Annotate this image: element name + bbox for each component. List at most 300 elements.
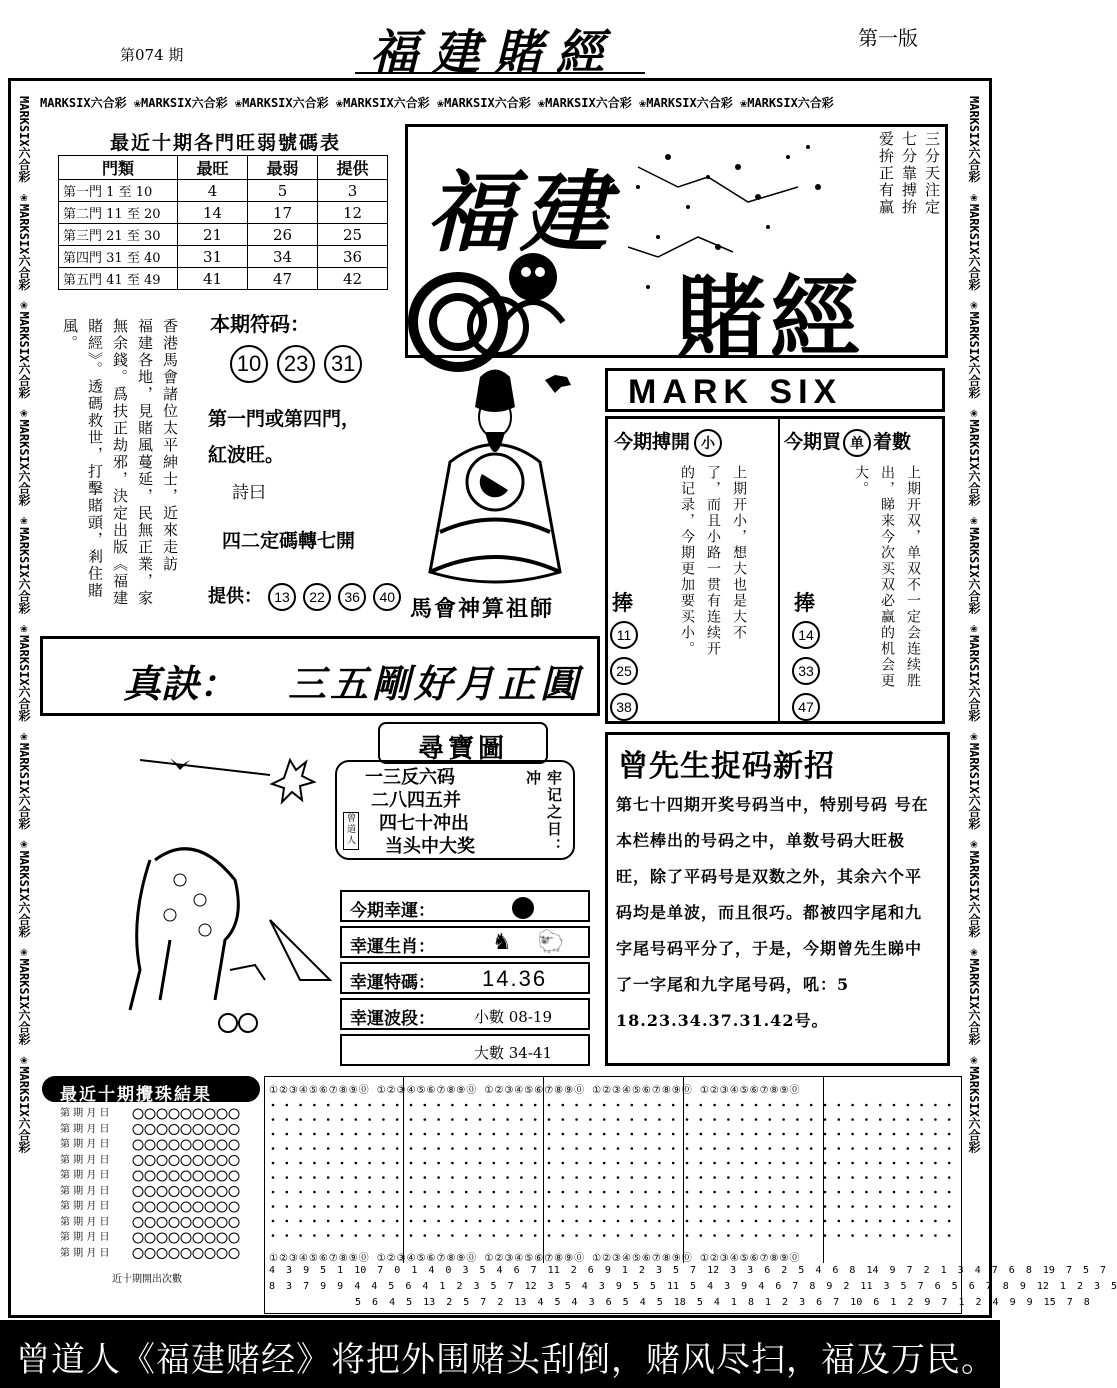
grid-dot bbox=[479, 1220, 482, 1223]
grid-dot bbox=[644, 1118, 647, 1121]
grid-dot bbox=[644, 1205, 647, 1208]
grid-dot bbox=[562, 1191, 565, 1194]
door-range: 31 至 40 bbox=[106, 251, 161, 266]
table-row bbox=[59, 246, 388, 268]
grid-dot bbox=[838, 1162, 841, 1165]
grid-dot bbox=[851, 1176, 854, 1179]
top-strip: MARKSIX六合彩 ❀MARKSIX六合彩 ❀MARKSIX六合彩 ❀MARKSIX六合彩 ❀MARKSIX六合彩 ❀MARKSIX六合彩 ❀MARKSIX六合彩 ❀MARKSIX六合彩 bbox=[40, 96, 834, 110]
table-row bbox=[59, 224, 388, 246]
fortune-number: 31 bbox=[324, 345, 362, 383]
grid-dot bbox=[437, 1176, 440, 1179]
grid-dot bbox=[437, 1147, 440, 1150]
results-footer: 近十期開出次數 bbox=[112, 1274, 182, 1285]
grid-dot bbox=[741, 1205, 744, 1208]
hot-value: 31 bbox=[178, 246, 248, 268]
grid-dot bbox=[313, 1205, 316, 1208]
grid-dot bbox=[782, 1220, 785, 1223]
grid-dot bbox=[341, 1191, 344, 1194]
table-row bbox=[59, 202, 388, 224]
grid-dot bbox=[534, 1220, 537, 1223]
grid-dot bbox=[286, 1133, 289, 1136]
grid-dot bbox=[658, 1118, 661, 1121]
table-row bbox=[59, 268, 388, 290]
grid-dot bbox=[686, 1133, 689, 1136]
offer-number: 22 bbox=[303, 583, 331, 611]
grid-dot bbox=[465, 1191, 468, 1194]
grid-dot bbox=[520, 1104, 523, 1107]
lucky-label: 幸運特碼： bbox=[350, 973, 435, 993]
grid-dot bbox=[920, 1104, 923, 1107]
grid-dot bbox=[382, 1162, 385, 1165]
grid-dot bbox=[603, 1205, 606, 1208]
grid-dot bbox=[700, 1133, 703, 1136]
grid-dot bbox=[589, 1234, 592, 1237]
fortune-numbers bbox=[230, 345, 366, 383]
grid-dot bbox=[286, 1220, 289, 1223]
grid-dot bbox=[603, 1162, 606, 1165]
marksix-title-box bbox=[605, 368, 945, 412]
pick-number: 11 bbox=[610, 621, 638, 649]
grid-dot bbox=[782, 1205, 785, 1208]
grid-dot bbox=[382, 1104, 385, 1107]
lucky-value: 14.36 bbox=[482, 966, 548, 991]
grid-dot bbox=[327, 1162, 330, 1165]
banner-couplet bbox=[876, 131, 943, 216]
grid-dot bbox=[713, 1234, 716, 1237]
draw-row-label: 第 期 月 日 bbox=[60, 1154, 110, 1166]
pick-number: 25 bbox=[610, 657, 638, 685]
grid-dot bbox=[313, 1191, 316, 1194]
grid-dot bbox=[437, 1191, 440, 1194]
grid-dot bbox=[769, 1234, 772, 1237]
intro-column: 風。 bbox=[61, 318, 79, 352]
grid-dot bbox=[562, 1220, 565, 1223]
grid-dot bbox=[603, 1220, 606, 1223]
grid-dot bbox=[313, 1147, 316, 1150]
lucky-row bbox=[340, 962, 590, 994]
grid-dot bbox=[700, 1162, 703, 1165]
grid-dot bbox=[451, 1133, 454, 1136]
grid-dot bbox=[617, 1205, 620, 1208]
masthead-rule bbox=[355, 72, 645, 74]
offer-number: 13 bbox=[268, 583, 296, 611]
grid-dot bbox=[727, 1118, 730, 1121]
grid-dot bbox=[313, 1234, 316, 1237]
grid-dot bbox=[617, 1176, 620, 1179]
grid-dot bbox=[769, 1191, 772, 1194]
grid-dot bbox=[396, 1118, 399, 1121]
grid-dot bbox=[893, 1162, 896, 1165]
grid-dot bbox=[865, 1133, 868, 1136]
draw-row-label: 第 期 月 日 bbox=[60, 1170, 110, 1181]
grid-dot bbox=[355, 1133, 358, 1136]
grid-dot bbox=[741, 1133, 744, 1136]
grid-dot bbox=[341, 1234, 344, 1237]
grid-dot bbox=[755, 1104, 758, 1107]
results-panel bbox=[264, 1076, 1117, 1314]
deer-illustration bbox=[110, 740, 335, 1030]
grid-dot bbox=[851, 1133, 854, 1136]
grid-dot bbox=[851, 1104, 854, 1107]
grid-dot bbox=[355, 1205, 358, 1208]
hot-table-header bbox=[59, 156, 388, 180]
intro-column: 香港馬會諸位太平紳士，近來走訪 bbox=[161, 318, 179, 573]
grid-dot bbox=[644, 1191, 647, 1194]
grid-dot bbox=[865, 1205, 868, 1208]
grid-dot bbox=[313, 1162, 316, 1165]
grid-dot bbox=[589, 1133, 592, 1136]
grid-dot bbox=[782, 1118, 785, 1121]
grid-dot bbox=[713, 1104, 716, 1107]
grid-dot bbox=[644, 1162, 647, 1165]
pick-number: 47 bbox=[792, 693, 820, 721]
grid-dot bbox=[286, 1191, 289, 1194]
grid-dot bbox=[672, 1147, 675, 1150]
grid-dot bbox=[851, 1205, 854, 1208]
grid-dot bbox=[286, 1104, 289, 1107]
treasure-side-text: 牢记之日：冲 bbox=[524, 770, 563, 855]
grid-dot bbox=[672, 1220, 675, 1223]
grid-dot bbox=[948, 1162, 951, 1165]
grid-dot bbox=[355, 1191, 358, 1194]
treasure-line: 一三反六码 bbox=[365, 767, 455, 788]
door-range: 11 至 20 bbox=[106, 207, 161, 222]
grid-dot bbox=[272, 1220, 275, 1223]
grid-dot bbox=[327, 1176, 330, 1179]
grid-dot bbox=[562, 1176, 565, 1179]
draw-row-label: 第 期 月 日 bbox=[60, 1201, 110, 1212]
door-label: 第一門 bbox=[63, 185, 103, 200]
treasure-line: 当头中大奖 bbox=[385, 836, 475, 857]
truth-label: 真訣： bbox=[123, 661, 238, 706]
grid-dot bbox=[713, 1162, 716, 1165]
grid-dot bbox=[713, 1118, 716, 1121]
grid-dot bbox=[313, 1104, 316, 1107]
pick-number: 38 bbox=[610, 693, 638, 721]
grid-dot bbox=[920, 1118, 923, 1121]
grid-dot bbox=[713, 1220, 716, 1223]
grid-dot bbox=[355, 1220, 358, 1223]
right-pick-mark: 单 bbox=[843, 429, 871, 457]
grid-dot bbox=[810, 1205, 813, 1208]
grid-dot bbox=[479, 1118, 482, 1121]
grid-dot bbox=[686, 1176, 689, 1179]
right-picks bbox=[792, 621, 822, 721]
pick-number: 33 bbox=[792, 657, 820, 685]
grid-dot bbox=[631, 1205, 634, 1208]
grid-dot bbox=[520, 1234, 523, 1237]
grid-dot bbox=[465, 1133, 468, 1136]
grid-dot bbox=[272, 1133, 275, 1136]
grid-dot bbox=[603, 1133, 606, 1136]
grid-dot bbox=[920, 1220, 923, 1223]
grid-dot bbox=[396, 1162, 399, 1165]
grid-dot bbox=[603, 1118, 606, 1121]
grid-dot bbox=[479, 1147, 482, 1150]
grid-dot bbox=[810, 1234, 813, 1237]
treasure-scroll bbox=[335, 760, 575, 860]
grid-dot bbox=[838, 1234, 841, 1237]
grid-dot bbox=[451, 1176, 454, 1179]
grid-dot bbox=[672, 1191, 675, 1194]
grid-dot bbox=[382, 1234, 385, 1237]
grid-dot bbox=[437, 1118, 440, 1121]
col-door: 門類 bbox=[59, 156, 178, 180]
grid-dot bbox=[838, 1176, 841, 1179]
fortune-line-2: 紅波旺。 bbox=[208, 444, 285, 466]
grid-dot bbox=[934, 1205, 937, 1208]
grid-dot bbox=[299, 1191, 302, 1194]
left-pick-title bbox=[614, 427, 724, 457]
grid-dot bbox=[313, 1220, 316, 1223]
grid-dot bbox=[741, 1104, 744, 1107]
grid-dot bbox=[782, 1191, 785, 1194]
grid-dot bbox=[286, 1162, 289, 1165]
grid-dot bbox=[327, 1234, 330, 1237]
grid-dot bbox=[920, 1176, 923, 1179]
grid-dot bbox=[506, 1205, 509, 1208]
grid-dot bbox=[327, 1104, 330, 1107]
grid-dot bbox=[299, 1162, 302, 1165]
grid-dot bbox=[603, 1147, 606, 1150]
grid-dot bbox=[893, 1205, 896, 1208]
grid-dot bbox=[548, 1234, 551, 1237]
grid-dot bbox=[520, 1176, 523, 1179]
grid-dot bbox=[879, 1191, 882, 1194]
grid-dot bbox=[465, 1176, 468, 1179]
grid-dot bbox=[575, 1205, 578, 1208]
grid-dot bbox=[493, 1104, 496, 1107]
grid-dot bbox=[796, 1234, 799, 1237]
left-pick-label-2: 捧 bbox=[612, 590, 633, 615]
grid-dot bbox=[355, 1234, 358, 1237]
grid-dot bbox=[341, 1133, 344, 1136]
grid-dot bbox=[920, 1147, 923, 1150]
grid-dot bbox=[824, 1147, 827, 1150]
grid-dot bbox=[741, 1162, 744, 1165]
page-number: 第一版 bbox=[858, 26, 918, 50]
grid-dot bbox=[686, 1191, 689, 1194]
grid-dot bbox=[327, 1133, 330, 1136]
grid-dot bbox=[879, 1133, 882, 1136]
couplet-line: 爱拚正有赢 bbox=[877, 131, 895, 216]
grid-dot bbox=[327, 1205, 330, 1208]
lucky-row bbox=[340, 1034, 590, 1066]
hot-table-title: 最近十期各門旺弱號碼表 bbox=[110, 132, 342, 154]
grid-dot bbox=[700, 1176, 703, 1179]
grid-dot bbox=[589, 1220, 592, 1223]
grid-dot bbox=[769, 1133, 772, 1136]
grid-dot bbox=[575, 1104, 578, 1107]
grid-dot bbox=[493, 1147, 496, 1150]
grid-dot bbox=[493, 1220, 496, 1223]
grid-dot bbox=[575, 1118, 578, 1121]
grid-dot bbox=[700, 1205, 703, 1208]
grid-dot bbox=[396, 1191, 399, 1194]
grid-dot bbox=[479, 1104, 482, 1107]
grid-dot bbox=[824, 1118, 827, 1121]
grid-dot bbox=[865, 1234, 868, 1237]
grid-dot bbox=[506, 1104, 509, 1107]
grid-dot bbox=[341, 1104, 344, 1107]
grid-dot bbox=[907, 1205, 910, 1208]
door-label: 第二門 bbox=[63, 207, 103, 222]
right-pick-label: 今期買 bbox=[784, 431, 842, 453]
grid-dot bbox=[299, 1147, 302, 1150]
grid-dot bbox=[644, 1104, 647, 1107]
grid-dot bbox=[658, 1191, 661, 1194]
banner-title-2: 賭經 bbox=[676, 265, 864, 371]
grid-dot bbox=[562, 1205, 565, 1208]
grid-dot bbox=[396, 1147, 399, 1150]
marksix-divider bbox=[778, 419, 780, 721]
grid-dot bbox=[396, 1176, 399, 1179]
right-pick-text: 上期开双，单双不一定会连续胜出，睇来今次买双必赢的机会更大。 bbox=[853, 465, 921, 689]
grid-dot bbox=[396, 1234, 399, 1237]
grid-dot bbox=[589, 1162, 592, 1165]
grid-dot bbox=[410, 1234, 413, 1237]
grid-dot bbox=[368, 1133, 371, 1136]
left-pick-label: 今期搏開 bbox=[614, 431, 691, 453]
grid-dot bbox=[396, 1104, 399, 1107]
grid-dot bbox=[410, 1191, 413, 1194]
grid-dot bbox=[479, 1133, 482, 1136]
grid-dot bbox=[824, 1133, 827, 1136]
grid-dot bbox=[865, 1118, 868, 1121]
grid-dot bbox=[920, 1133, 923, 1136]
grid-dot bbox=[879, 1176, 882, 1179]
grid-dot bbox=[506, 1176, 509, 1179]
grid-dot bbox=[451, 1104, 454, 1107]
grid-dot bbox=[727, 1176, 730, 1179]
grid-dot bbox=[769, 1205, 772, 1208]
grid-dot bbox=[769, 1176, 772, 1179]
offer-numbers bbox=[268, 583, 403, 611]
grid-dot bbox=[548, 1205, 551, 1208]
weak-value: 26 bbox=[248, 224, 318, 246]
grid-dot bbox=[879, 1104, 882, 1107]
grid-dot bbox=[368, 1104, 371, 1107]
grid-dot bbox=[796, 1104, 799, 1107]
grid-dot bbox=[479, 1205, 482, 1208]
grid-dot bbox=[934, 1191, 937, 1194]
grid-dot bbox=[396, 1220, 399, 1223]
grid-dot bbox=[934, 1104, 937, 1107]
grid-dot bbox=[851, 1118, 854, 1121]
grid-dot bbox=[824, 1176, 827, 1179]
grid-dot bbox=[548, 1133, 551, 1136]
grid-dot bbox=[617, 1220, 620, 1223]
grid-dot bbox=[755, 1191, 758, 1194]
draw-row-label: 第 期 月 日 bbox=[60, 1185, 110, 1197]
grid-dot bbox=[672, 1176, 675, 1179]
grid-dot bbox=[658, 1205, 661, 1208]
treasure-lines bbox=[365, 766, 475, 858]
grid-dot bbox=[465, 1118, 468, 1121]
grid-dot bbox=[865, 1104, 868, 1107]
grid-dot bbox=[272, 1162, 275, 1165]
grid-dot bbox=[286, 1147, 289, 1150]
intro-column: 賭經》。透碼救世，打擊賭頭，剎住賭 bbox=[86, 318, 104, 600]
grid-dot bbox=[934, 1234, 937, 1237]
grid-dot bbox=[755, 1205, 758, 1208]
grid-dot bbox=[907, 1176, 910, 1179]
draw-row-label: 第 期 月 日 bbox=[60, 1139, 110, 1150]
grid-dot bbox=[907, 1220, 910, 1223]
grid-dot bbox=[893, 1133, 896, 1136]
weak-value: 5 bbox=[248, 180, 318, 202]
horse-icon: ♞ bbox=[492, 930, 512, 955]
grid-dot bbox=[755, 1220, 758, 1223]
grid-dot bbox=[479, 1234, 482, 1237]
grid-dot bbox=[686, 1220, 689, 1223]
offer-value: 12 bbox=[318, 202, 388, 224]
grid-dot bbox=[700, 1147, 703, 1150]
grid-dot bbox=[562, 1147, 565, 1150]
banner-box bbox=[405, 124, 948, 371]
grid-dot bbox=[644, 1234, 647, 1237]
grid-dot bbox=[534, 1118, 537, 1121]
grid-dot bbox=[327, 1118, 330, 1121]
grid-dot bbox=[727, 1191, 730, 1194]
grid-dot bbox=[838, 1220, 841, 1223]
grid-dot bbox=[493, 1205, 496, 1208]
grid-dot bbox=[672, 1205, 675, 1208]
grid-dot bbox=[934, 1133, 937, 1136]
grid-dot bbox=[796, 1133, 799, 1136]
grid-dot bbox=[575, 1176, 578, 1179]
grid-dot bbox=[520, 1147, 523, 1150]
grid-dot bbox=[575, 1220, 578, 1223]
grid-dot bbox=[755, 1234, 758, 1237]
couplet-line: 七分靠搏拚 bbox=[900, 131, 918, 216]
grid-dot bbox=[368, 1205, 371, 1208]
grid-dot bbox=[341, 1147, 344, 1150]
grid-dot bbox=[810, 1220, 813, 1223]
grid-dot bbox=[548, 1118, 551, 1121]
grid-dot bbox=[948, 1191, 951, 1194]
grid-dot bbox=[299, 1176, 302, 1179]
grid-dot bbox=[520, 1191, 523, 1194]
grid-dot bbox=[589, 1147, 592, 1150]
lucky-table bbox=[340, 890, 590, 1066]
grid-dot bbox=[299, 1205, 302, 1208]
grid-dot bbox=[341, 1118, 344, 1121]
grid-dot bbox=[727, 1205, 730, 1208]
grid-dot bbox=[838, 1133, 841, 1136]
grid-dot bbox=[286, 1205, 289, 1208]
grid-dot bbox=[396, 1205, 399, 1208]
grid-dot bbox=[644, 1176, 647, 1179]
grid-dot bbox=[493, 1162, 496, 1165]
grid-dot bbox=[672, 1133, 675, 1136]
offer-value: 42 bbox=[318, 268, 388, 290]
count-row: 5 6 4 5 13 2 5 7 2 13 4 5 4 3 6 5 4 5 18 5 4 1 8 1 2 3 6 7 10 6 1 2 9 7 1 2 4 9 9 15 7 8 bbox=[355, 1297, 1090, 1308]
lucky-row bbox=[340, 890, 590, 922]
grid-dot bbox=[396, 1133, 399, 1136]
offer-value: 36 bbox=[318, 246, 388, 268]
grid-dot bbox=[838, 1104, 841, 1107]
grid-dot bbox=[782, 1176, 785, 1179]
grid-dot bbox=[589, 1191, 592, 1194]
grid-dot bbox=[782, 1234, 785, 1237]
left-pick-text: 上期开小，想大也是大不了，而且小路一贯有连续开的记录，今期更加要买小。 bbox=[679, 465, 747, 657]
grid-dot bbox=[672, 1104, 675, 1107]
grid-dot bbox=[313, 1176, 316, 1179]
grid-dot bbox=[713, 1176, 716, 1179]
grid-dot bbox=[368, 1162, 371, 1165]
left-pick-mark: 小 bbox=[694, 429, 722, 457]
